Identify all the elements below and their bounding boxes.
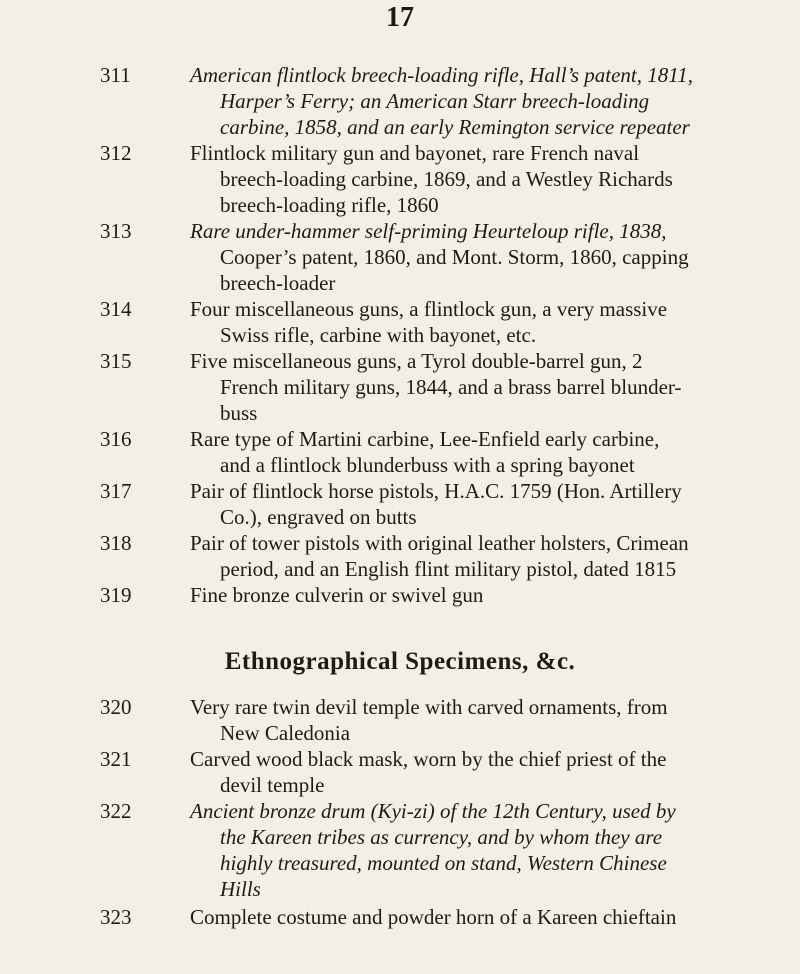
lot-line: Ancient bronze drum (Kyi-zi) of the 12th Century, used by	[190, 799, 676, 823]
lot-description	[190, 348, 750, 426]
lot-line: Five miscellaneous guns, a Tyrol double-barrel gun, 2	[190, 349, 643, 373]
section-heading: Ethnographical Specimens, &c.	[224, 648, 576, 675]
lot-line: Pair of tower pistols with original leather holsters, Crimean	[190, 531, 689, 555]
lot-number: 319	[100, 583, 132, 607]
page-number: 17	[386, 2, 414, 33]
lot-number: 317	[100, 479, 132, 503]
lot-line: New Caledonia	[220, 721, 351, 745]
lot-description	[190, 746, 750, 798]
lot-description	[190, 798, 750, 902]
lot-number: 318	[100, 531, 132, 555]
lot-number: 314	[100, 297, 132, 321]
lot-description	[190, 140, 750, 218]
lot-number: 313	[100, 219, 132, 243]
lot-line: American flintlock breech-loading rifle, Hall’s patent, 1811,	[190, 63, 693, 87]
lot-description	[190, 426, 750, 478]
lot-line: Cooper’s patent, 1860, and Mont. Storm, 1860, capping	[220, 245, 689, 269]
lot-number: 315	[100, 349, 132, 373]
lot-line: Complete costume and powder horn of a Kareen chieftain	[190, 905, 677, 929]
lot-number: 316	[100, 427, 132, 451]
lot-line: the Kareen tribes as currency, and by whom they are	[220, 825, 663, 849]
lot-line: breech-loading rifle, 1860	[220, 193, 439, 217]
lot-description	[190, 582, 750, 608]
lot-description	[190, 694, 750, 746]
lot-line: Rare under-hammer self-priming Heurteloup rifle, 1838,	[190, 219, 667, 243]
lot-number: 322	[100, 799, 132, 823]
lot-line: Very rare twin devil temple with carved ornaments, from	[190, 695, 668, 719]
lot-line: Harper’s Ferry; an American Starr breech-loading	[220, 89, 650, 113]
lot-line: Rare type of Martini carbine, Lee-Enfield early carbine,	[190, 427, 660, 451]
lot-description	[190, 478, 750, 530]
lot-description	[190, 530, 750, 582]
lot-line: Hills	[220, 877, 261, 901]
lot-line: highly treasured, mounted on stand, Western Chinese	[220, 851, 667, 875]
lot-line: Four miscellaneous guns, a flintlock gun, a very massive	[190, 297, 668, 321]
lot-description	[190, 218, 750, 296]
lot-line: carbine, 1858, and an early Remington service repeater	[220, 115, 690, 139]
lot-line: period, and an English flint military pistol, dated 1815	[220, 557, 677, 581]
lot-line: Swiss rifle, carbine with bayonet, etc.	[220, 323, 537, 347]
lot-line: Flintlock military gun and bayonet, rare French naval	[190, 141, 640, 165]
lot-number: 312	[100, 141, 132, 165]
lot-line: Carved wood black mask, worn by the chief priest of the	[190, 747, 667, 771]
lot-line: Pair of flintlock horse pistols, H.A.C. 1759 (Hon. Artillery	[190, 479, 682, 503]
lot-description	[190, 904, 750, 930]
lot-number: 323	[100, 905, 132, 929]
lot-number: 320	[100, 695, 132, 719]
lot-line: breech-loader	[220, 271, 336, 295]
lot-line: devil temple	[220, 773, 325, 797]
lot-number: 321	[100, 747, 132, 771]
lot-line: buss	[220, 401, 258, 425]
lot-number: 311	[100, 63, 131, 87]
lot-line: Co.), engraved on butts	[220, 505, 417, 529]
lot-description	[190, 62, 750, 140]
lot-line: French military guns, 1844, and a brass barrel blunder-	[220, 375, 682, 399]
lot-line: and a flintlock blunderbuss with a spring bayonet	[220, 453, 635, 477]
lot-line: Fine bronze culverin or swivel gun	[190, 583, 484, 607]
lot-description	[190, 296, 750, 348]
lot-line: breech-loading carbine, 1869, and a Westley Richards	[220, 167, 673, 191]
